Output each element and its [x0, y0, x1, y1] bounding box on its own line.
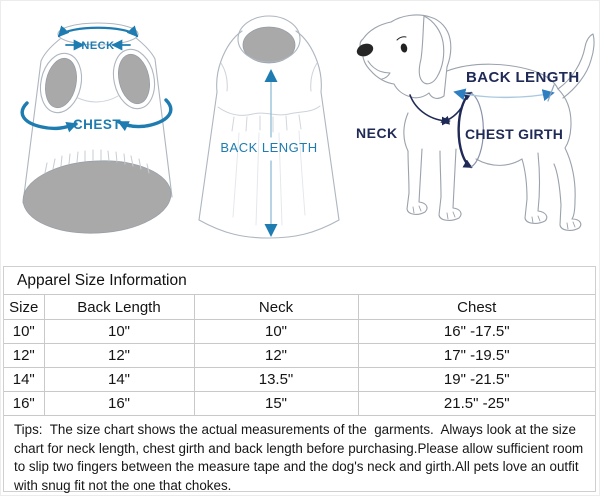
dog-neck-arrow-a — [410, 95, 449, 121]
cell-back-length: 12" — [44, 344, 194, 368]
dog-belly-line — [476, 159, 522, 165]
garment-front-chest-seam — [78, 96, 118, 102]
back-length-arrow-down — [265, 224, 278, 237]
garment-back-gather-ticks — [232, 115, 301, 132]
cell-back-length: 14" — [44, 368, 194, 392]
table-row — [4, 368, 595, 392]
dog-rear-leg-near — [522, 153, 547, 223]
cell-chest: 17" -19.5" — [358, 344, 595, 368]
cell-neck: 15" — [194, 392, 358, 416]
dog-chest-girth-label: CHEST GIRTH — [465, 126, 564, 142]
cell-neck: 13.5" — [194, 368, 358, 392]
cell-chest: 21.5" -25" — [358, 392, 595, 416]
cell-size: 12" — [4, 344, 44, 368]
garment-back-length-label: BACK LENGTH — [220, 140, 318, 155]
dog-chest-line — [404, 113, 408, 151]
cell-neck: 12" — [194, 344, 358, 368]
illustrations-svg — [1, 1, 600, 265]
dog-outline — [360, 15, 594, 230]
cell-back-length: 16" — [44, 392, 194, 416]
cell-back-length: 10" — [44, 320, 194, 344]
table-title: Apparel Size Information — [4, 267, 595, 295]
garment-back-diagram — [199, 16, 339, 238]
cell-size: 14" — [4, 368, 44, 392]
column-header-neck: Neck — [194, 295, 358, 320]
garment-back-right-edge — [296, 31, 339, 220]
cell-neck: 10" — [194, 320, 358, 344]
garment-front-neck-label: NECK — [81, 40, 115, 52]
dog-measurement-diagram — [355, 15, 594, 230]
dog-paw-toes — [413, 206, 575, 229]
garment-front-chest-label: CHEST — [72, 117, 122, 132]
garment-back-gather-line — [218, 106, 320, 115]
garment-front-diagram — [21, 23, 173, 237]
dog-front-leg-far — [407, 149, 427, 214]
garment-back-left-edge — [199, 31, 242, 220]
table-row — [4, 392, 595, 416]
table-row — [4, 320, 595, 344]
dog-front-leg-near — [439, 149, 461, 220]
dog-neck-label: NECK — [356, 125, 398, 141]
garment-front-right-armhole — [108, 45, 160, 112]
back-length-arrow-up — [265, 69, 278, 82]
cell-size: 16" — [4, 392, 44, 416]
column-header-chest: Chest — [358, 295, 595, 320]
column-header-size: Size — [4, 295, 44, 320]
size-table — [4, 295, 595, 416]
cell-size: 10" — [4, 320, 44, 344]
garment-front-left-armhole — [35, 49, 87, 116]
tips-text: Tips: The size chart shows the actual measurements of the garments. Always look at the size chart for neck length, chest girth and back length before purchasing.Please allow sufficient room to slip two fingers between the measure tape and the dog's neck and girth.All pets love an outfit with snug fit not the one that chokes. — [14, 422, 587, 493]
table-header-row — [4, 295, 595, 320]
column-header-back-length: Back Length — [44, 295, 194, 320]
cell-chest: 16" -17.5" — [358, 320, 595, 344]
table-row — [4, 344, 595, 368]
measurement-illustrations — [1, 1, 600, 265]
size-info-box — [3, 266, 596, 492]
dog-back-length-label: BACK LENGTH — [466, 69, 580, 86]
dog-rear-leg-far — [554, 89, 581, 230]
garment-front-skirt — [21, 157, 173, 237]
dog-tail — [558, 34, 594, 98]
cell-chest: 19" -21.5" — [358, 368, 595, 392]
